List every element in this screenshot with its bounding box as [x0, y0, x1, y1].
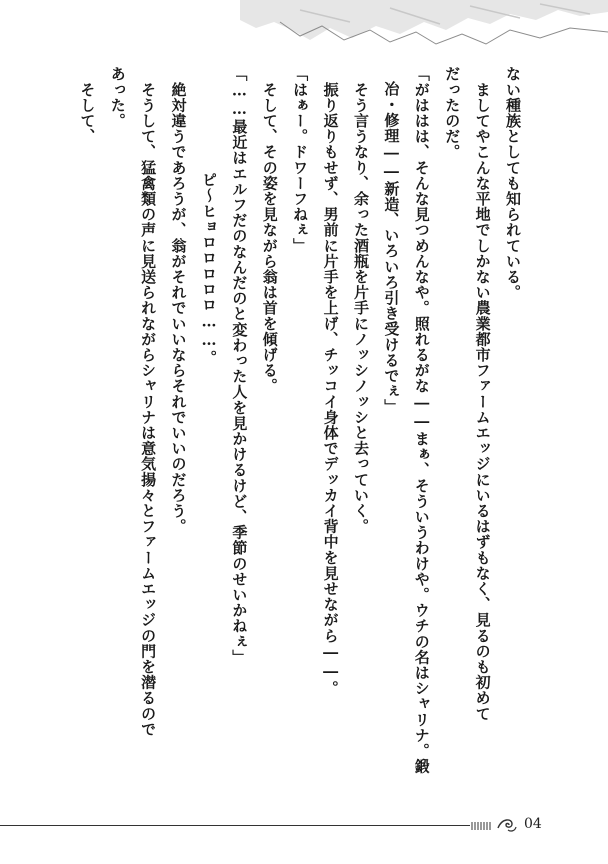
text-line: 振り返りもせず、男前に片手を上げ、チッコイ身体でデッカイ背中を見せながら――。	[321, 66, 340, 696]
torn-paper-decoration	[240, 0, 608, 60]
text-line: ない種族としても知られている。	[504, 66, 522, 300]
text-line: そして、その姿を見ながら翁は首を傾げる。	[260, 66, 279, 394]
text-line: あった。	[108, 66, 127, 129]
text-line: だったのだ。	[443, 66, 462, 160]
text-line: そして、	[78, 66, 97, 144]
hatch-ornament-icon	[470, 820, 494, 832]
swirl-ornament-icon	[496, 814, 518, 834]
footer-rule	[0, 825, 470, 826]
page-footer	[0, 806, 608, 846]
text-line: 「はぁー。ドワーフねぇ」	[291, 66, 310, 254]
text-line: ましてやこんな平地でしかない農業都市ファームエッジにいるはずもなく、見るのも初めて	[473, 66, 492, 722]
body-text	[68, 66, 528, 786]
text-line: 絶対違うであろうが、翁がそれでいいならそれでいいのだろう。	[169, 66, 188, 534]
sound-effect-line: ピ～ヒョロロロロロ……。	[199, 172, 218, 366]
text-line: 「がははは、そんな見つめんなや。照れるがな――まぁ、そういうわけや。ウチの名はシャリナ。鍛	[412, 66, 431, 774]
text-line: そうして、猛禽類の声に見送られながらシャリナは意気揚々とファームエッジの門を潜るので	[139, 66, 158, 737]
text-line: 冶・修理――新造、いろいろ引き受けるでぇ」	[382, 81, 401, 415]
text-line: そう言うなり、余った酒瓶を片手にノッシノッシと去っていく。	[351, 66, 370, 534]
page-number: 04	[524, 816, 542, 832]
text-line: 「……最近はエルフだのなんだのと変わった人を見かけるけど、季節のせいかねぇ」	[230, 66, 249, 665]
